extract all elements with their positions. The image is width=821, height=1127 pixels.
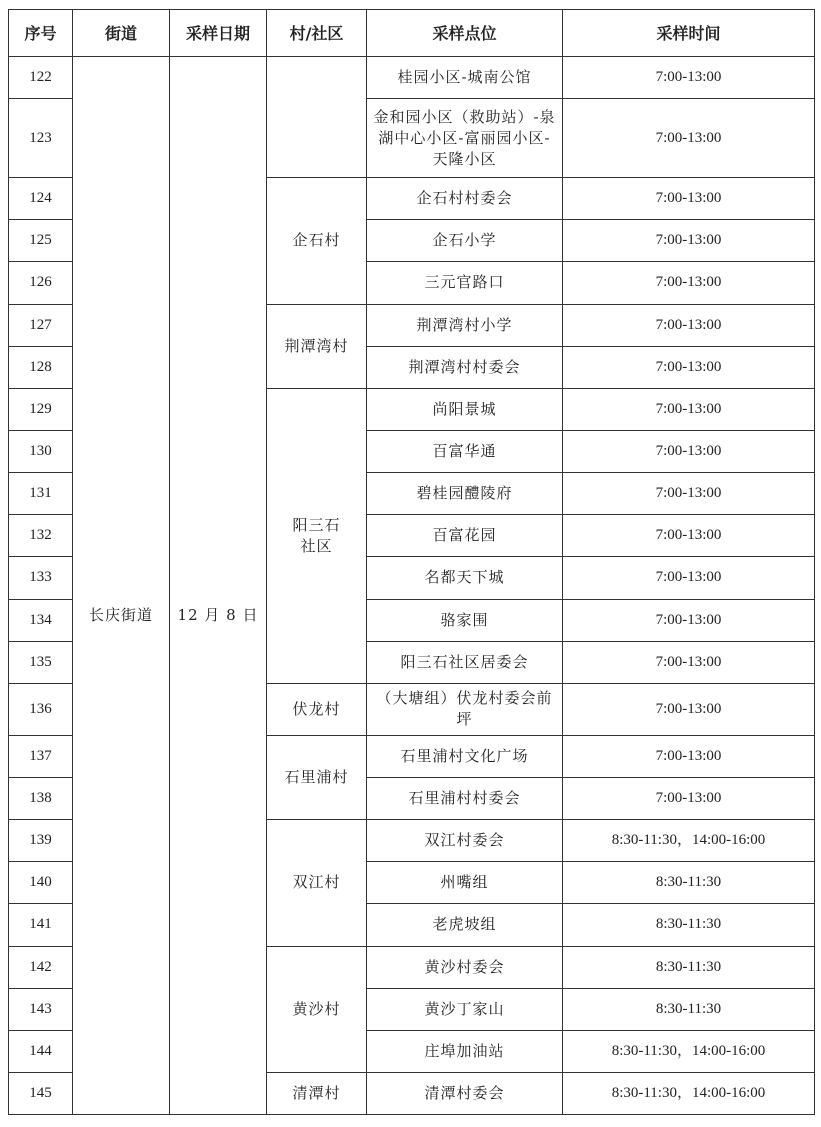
site-cell: 黄沙村委会 xyxy=(367,946,563,988)
village-cell: 清潭村 xyxy=(267,1072,367,1114)
site-cell: 名都天下城 xyxy=(367,557,563,599)
site-cell: 庄埠加油站 xyxy=(367,1030,563,1072)
village-cell-blank xyxy=(267,57,367,178)
seq-cell: 134 xyxy=(9,599,73,641)
site-cell: 荆潭湾村村委会 xyxy=(367,346,563,388)
time-cell: 7:00-13:00 xyxy=(563,473,815,515)
seq-cell: 136 xyxy=(9,683,73,735)
time-cell: 7:00-13:00 xyxy=(563,388,815,430)
time-cell: 8:30-11:30 xyxy=(563,904,815,946)
seq-cell: 141 xyxy=(9,904,73,946)
time-cell: 7:00-13:00 xyxy=(563,641,815,683)
seq-cell: 135 xyxy=(9,641,73,683)
site-cell: 石里浦村村委会 xyxy=(367,777,563,819)
time-cell: 7:00-13:00 xyxy=(563,735,815,777)
village-cell: 企石村 xyxy=(267,178,367,304)
site-cell: 双江村委会 xyxy=(367,820,563,862)
table-row xyxy=(9,57,815,99)
site-cell: 百富华通 xyxy=(367,430,563,472)
site-cell: 企石村村委会 xyxy=(367,178,563,220)
site-cell: 百富花园 xyxy=(367,515,563,557)
site-cell: 尚阳景城 xyxy=(367,388,563,430)
time-cell: 7:00-13:00 xyxy=(563,557,815,599)
seq-cell: 145 xyxy=(9,1072,73,1114)
seq-cell: 131 xyxy=(9,473,73,515)
site-cell: 州嘴组 xyxy=(367,862,563,904)
site-cell: 老虎坡组 xyxy=(367,904,563,946)
site-cell: 骆家围 xyxy=(367,599,563,641)
site-cell: 三元官路口 xyxy=(367,262,563,304)
site-cell: 清潭村委会 xyxy=(367,1072,563,1114)
seq-cell: 142 xyxy=(9,946,73,988)
site-cell: 金和园小区（救助站）-泉湖中心小区-富丽园小区-天隆小区 xyxy=(367,99,563,178)
seq-cell: 143 xyxy=(9,988,73,1030)
time-cell: 7:00-13:00 xyxy=(563,515,815,557)
seq-cell: 138 xyxy=(9,777,73,819)
seq-cell: 122 xyxy=(9,57,73,99)
village-cell: 双江村 xyxy=(267,820,367,946)
seq-cell: 128 xyxy=(9,346,73,388)
date-cell: 12 月 8 日 xyxy=(170,57,267,1115)
seq-cell: 123 xyxy=(9,99,73,178)
header-time: 采样时间 xyxy=(563,10,815,57)
time-cell: 7:00-13:00 xyxy=(563,57,815,99)
time-cell: 7:00-13:00 xyxy=(563,99,815,178)
seq-cell: 130 xyxy=(9,430,73,472)
village-cell: 阳三石社区 xyxy=(267,388,367,683)
seq-cell: 137 xyxy=(9,735,73,777)
site-cell: 荆潭湾村小学 xyxy=(367,304,563,346)
header-village: 村/社区 xyxy=(267,10,367,57)
time-cell: 7:00-13:00 xyxy=(563,178,815,220)
seq-cell: 133 xyxy=(9,557,73,599)
time-cell: 7:00-13:00 xyxy=(563,777,815,819)
seq-cell: 124 xyxy=(9,178,73,220)
header-seq: 序号 xyxy=(9,10,73,57)
time-cell: 7:00-13:00 xyxy=(563,599,815,641)
time-cell: 7:00-13:00 xyxy=(563,430,815,472)
seq-cell: 129 xyxy=(9,388,73,430)
seq-cell: 126 xyxy=(9,262,73,304)
street-cell: 长庆街道 xyxy=(73,57,170,1115)
site-cell: 黄沙丁家山 xyxy=(367,988,563,1030)
site-cell: 企石小学 xyxy=(367,220,563,262)
site-cell: 石里浦村文化广场 xyxy=(367,735,563,777)
site-cell: 阳三石社区居委会 xyxy=(367,641,563,683)
header-date: 采样日期 xyxy=(170,10,267,57)
time-cell: 7:00-13:00 xyxy=(563,683,815,735)
seq-cell: 125 xyxy=(9,220,73,262)
village-cell: 石里浦村 xyxy=(267,735,367,819)
seq-cell: 140 xyxy=(9,862,73,904)
village-cell: 伏龙村 xyxy=(267,683,367,735)
village-cell: 荆潭湾村 xyxy=(267,304,367,388)
header-row xyxy=(9,10,815,57)
time-cell: 7:00-13:00 xyxy=(563,220,815,262)
time-cell: 8:30-11:30，14:00-16:00 xyxy=(563,1072,815,1114)
village-cell: 黄沙村 xyxy=(267,946,367,1072)
time-cell: 7:00-13:00 xyxy=(563,262,815,304)
time-cell: 7:00-13:00 xyxy=(563,304,815,346)
seq-cell: 139 xyxy=(9,820,73,862)
header-site: 采样点位 xyxy=(367,10,563,57)
time-cell: 8:30-11:30 xyxy=(563,946,815,988)
seq-cell: 127 xyxy=(9,304,73,346)
site-cell: （大塘组）伏龙村委会前坪 xyxy=(367,683,563,735)
time-cell: 8:30-11:30，14:00-16:00 xyxy=(563,1030,815,1072)
time-cell: 8:30-11:30 xyxy=(563,862,815,904)
seq-cell: 144 xyxy=(9,1030,73,1072)
time-cell: 8:30-11:30，14:00-16:00 xyxy=(563,820,815,862)
time-cell: 8:30-11:30 xyxy=(563,988,815,1030)
time-cell: 7:00-13:00 xyxy=(563,346,815,388)
site-cell: 桂园小区-城南公馆 xyxy=(367,57,563,99)
site-cell: 碧桂园醴陵府 xyxy=(367,473,563,515)
header-street: 街道 xyxy=(73,10,170,57)
sampling-schedule-table xyxy=(8,9,815,1115)
seq-cell: 132 xyxy=(9,515,73,557)
